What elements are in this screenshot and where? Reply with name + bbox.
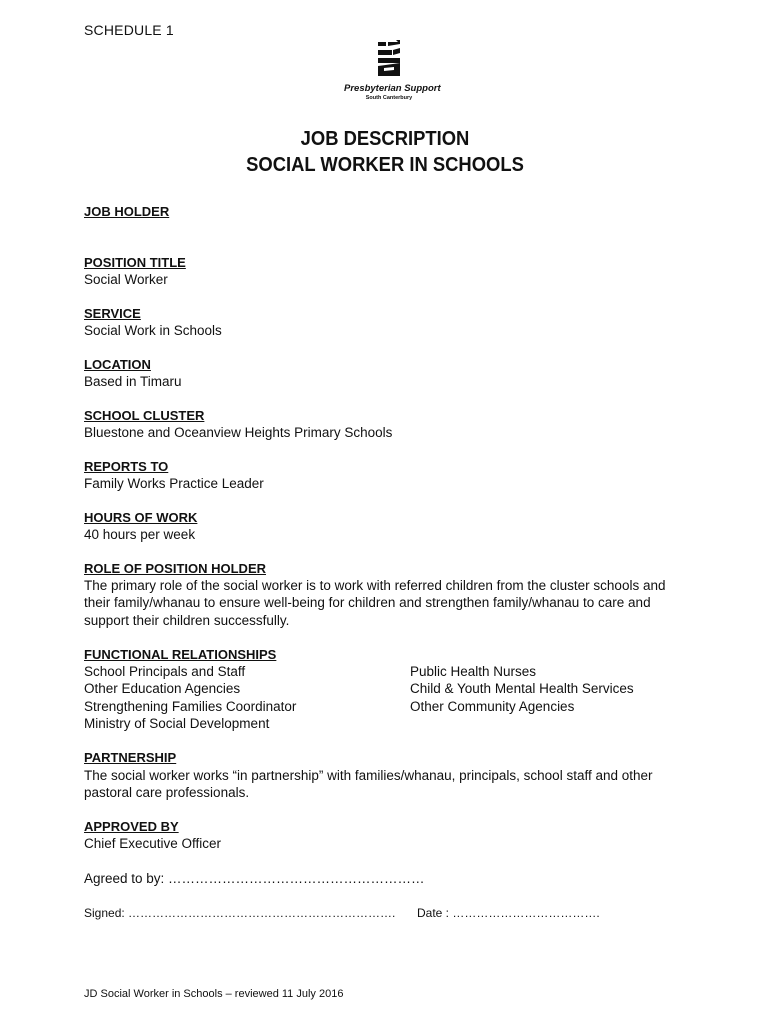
location-label: LOCATION: [84, 357, 151, 372]
approved-by-label: APPROVED BY: [84, 819, 179, 834]
footer-text: JD Social Worker in Schools – reviewed 11 July 2016: [84, 988, 344, 1000]
document-title: JOB DESCRIPTION: [300, 128, 470, 150]
role-text: The primary role of the social worker is to work with referred children from the cluster schools and their family/whanau to ensure well-being for children and strengthen family/whanau to care and support their children successfully.: [84, 578, 666, 628]
service-value: Social Work in Schools: [84, 323, 222, 338]
relationship-item: School Principals and Staff: [84, 664, 246, 679]
relationship-item: Strengthening Families Coordinator: [84, 699, 297, 714]
approved-by-value: Chief Executive Officer: [84, 836, 222, 851]
job-holder-label: JOB HOLDER: [84, 204, 170, 219]
logo-region: South Canterbury: [365, 95, 413, 101]
position-title-label: POSITION TITLE: [84, 255, 186, 270]
relationship-item: Other Education Agencies: [84, 681, 241, 696]
presbyterian-support-logo: [344, 40, 441, 101]
relationship-item: Child & Youth Mental Health Services: [410, 681, 634, 696]
reports-to-value: Family Works Practice Leader: [84, 476, 264, 491]
relationship-item: Other Community Agencies: [410, 699, 575, 714]
relationship-item: Ministry of Social Development: [84, 716, 270, 731]
school-cluster-value: Bluestone and Oceanview Heights Primary Schools: [84, 425, 393, 440]
reports-to-label: REPORTS TO: [84, 459, 169, 474]
service-label: SERVICE: [84, 306, 141, 321]
location-value: Based in Timaru: [84, 374, 182, 389]
agreed-to-by-line: Agreed to by: …………………………………………………: [84, 871, 425, 886]
signed-line: Signed: ………………………………………………………….: [84, 906, 396, 920]
hours-of-work-value: 40 hours per week: [84, 527, 196, 542]
relationship-item: Public Health Nurses: [410, 664, 537, 679]
document-subtitle: SOCIAL WORKER IN SCHOOLS: [246, 154, 524, 176]
logo-name: Presbyterian Support: [344, 83, 441, 94]
school-cluster-label: SCHOOL CLUSTER: [84, 408, 205, 423]
partnership-text: The social worker works “in partnership” with families/whanau, principals, school staff and other pastoral care professionals.: [84, 768, 653, 801]
partnership-label: PARTNERSHIP: [84, 750, 177, 765]
date-line: Date : ……………………………….: [417, 906, 600, 920]
position-title-value: Social Worker: [84, 272, 168, 287]
role-label: ROLE OF POSITION HOLDER: [84, 561, 267, 576]
functional-relationships-label: FUNCTIONAL RELATIONSHIPS: [84, 647, 277, 662]
schedule-label: SCHEDULE 1: [84, 22, 174, 38]
logo-mark-icon: [374, 40, 404, 80]
hours-of-work-label: HOURS OF WORK: [84, 510, 198, 525]
